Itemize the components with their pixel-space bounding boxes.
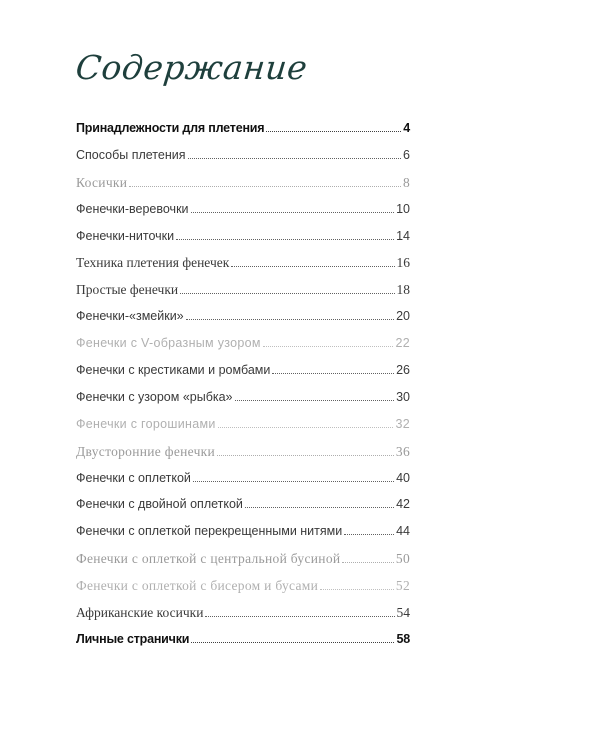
- toc-entry-label: Простые фенечки: [76, 282, 179, 298]
- dot-leader: [342, 561, 393, 563]
- toc-entry[interactable]: [76, 148, 410, 175]
- toc-entry[interactable]: [76, 551, 410, 578]
- dot-leader: [320, 588, 394, 590]
- dot-leader: [191, 641, 394, 643]
- toc-entry[interactable]: [76, 255, 410, 282]
- dot-leader: [180, 292, 394, 294]
- toc-entry[interactable]: [76, 309, 410, 336]
- toc-entry-label: Фенечки с оплеткой перекрещенными нитями: [76, 524, 343, 539]
- dot-leader: [231, 265, 394, 267]
- toc-entry-page: 20: [396, 309, 410, 324]
- toc-entry-label: Африканские косички: [76, 605, 204, 621]
- dot-leader: [266, 130, 401, 132]
- toc-entry[interactable]: [76, 121, 410, 148]
- dot-leader: [217, 454, 394, 456]
- toc-entry-page: 10: [396, 201, 410, 216]
- toc-entry-label: Техника плетения фенечек: [76, 255, 230, 271]
- toc-entry-label: Способы плетения: [76, 147, 186, 162]
- toc-entry[interactable]: [76, 497, 410, 524]
- toc-entry-page: 44: [396, 524, 410, 539]
- toc-entry-page: 40: [396, 470, 410, 485]
- toc-entry[interactable]: [76, 175, 410, 202]
- toc-entry-page: 4: [403, 121, 410, 135]
- toc-entry[interactable]: [76, 605, 410, 632]
- toc-entry-page: 50: [395, 551, 410, 567]
- toc-entry[interactable]: [76, 444, 410, 471]
- toc-entry-label: Фенечки с горошинами: [76, 416, 216, 431]
- toc-entry-page: 18: [396, 282, 410, 298]
- toc-entry[interactable]: [76, 417, 410, 444]
- dot-leader: [191, 211, 395, 213]
- toc-entry[interactable]: [76, 578, 410, 605]
- toc-entry-page: 30: [396, 389, 410, 404]
- dot-leader: [344, 533, 394, 535]
- toc-entry[interactable]: [76, 471, 410, 498]
- toc-entry-label: Двусторонние фенечки: [76, 443, 216, 459]
- toc-entry-page: 14: [396, 228, 410, 243]
- table-of-contents: [76, 121, 410, 659]
- page-title: Содержание: [73, 48, 310, 87]
- toc-entry-page: 16: [396, 255, 410, 271]
- toc-entry[interactable]: [76, 632, 410, 659]
- toc-entry[interactable]: [76, 390, 410, 417]
- toc-entry-label: Фенечки с двойной оплеткой: [76, 497, 243, 512]
- dot-leader: [218, 426, 394, 428]
- toc-entry-label: Принадлежности для плетения: [76, 121, 265, 135]
- toc-entry-page: 26: [396, 363, 410, 378]
- toc-entry-label: Фенечки с оплеткой с центральной бусиной: [76, 551, 341, 567]
- toc-entry-label: Фенечки-веревочки: [76, 201, 189, 216]
- toc-entry-page: 58: [396, 631, 410, 646]
- dot-leader: [176, 238, 394, 240]
- toc-entry-page: 8: [402, 174, 410, 190]
- toc-entry[interactable]: [76, 202, 410, 229]
- toc-entry[interactable]: [76, 282, 410, 309]
- toc-entry-label: Фенечки с оплеткой с бисером и бусами: [76, 578, 319, 594]
- toc-entry-label: Фенечки с крестиками и ромбами: [76, 363, 271, 378]
- toc-entry-page: 54: [396, 605, 410, 621]
- toc-entry-page: 32: [395, 416, 410, 431]
- toc-entry[interactable]: [76, 524, 410, 551]
- dot-leader: [272, 372, 394, 374]
- toc-entry-label: Фенечки с V-образным узором: [76, 336, 261, 351]
- dot-leader: [186, 318, 394, 320]
- toc-entry-page: 22: [395, 336, 410, 351]
- toc-entry-label: Фенечки с узором «рыбка»: [76, 389, 233, 404]
- dot-leader: [205, 615, 394, 617]
- toc-entry[interactable]: [76, 363, 410, 390]
- dot-leader: [129, 185, 401, 187]
- toc-entry[interactable]: [76, 229, 410, 256]
- toc-entry-page: 36: [395, 443, 410, 459]
- toc-entry-label: Личные странички: [76, 631, 190, 646]
- toc-entry-page: 6: [403, 147, 410, 162]
- dot-leader: [193, 480, 394, 482]
- toc-entry-label: Фенечки с оплеткой: [76, 470, 191, 485]
- dot-leader: [245, 506, 394, 508]
- toc-entry-label: Фенечки-«змейки»: [76, 309, 184, 324]
- toc-entry-label: Фенечки-ниточки: [76, 228, 175, 243]
- toc-entry-page: 52: [395, 578, 410, 594]
- toc-entry-page: 42: [396, 497, 410, 512]
- toc-entry-label: Косички: [76, 174, 128, 190]
- dot-leader: [235, 399, 395, 401]
- toc-entry[interactable]: [76, 336, 410, 363]
- dot-leader: [188, 157, 402, 159]
- dot-leader: [263, 345, 394, 347]
